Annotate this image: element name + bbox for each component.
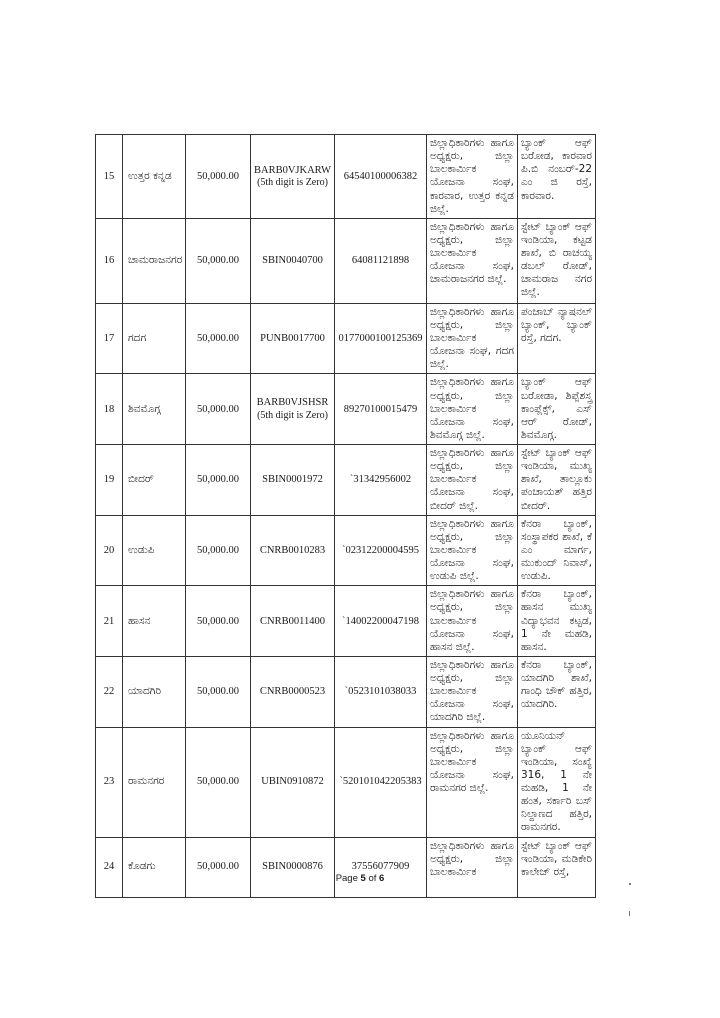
district-name: ಗದಗ: [123, 303, 186, 374]
account-number: 0177000100125369: [335, 303, 427, 374]
district-name: ರಾಮನಗರ: [123, 727, 186, 837]
amount: 50,000.00: [186, 445, 251, 516]
ifsc-value: CNRB0011400: [260, 615, 325, 627]
district-name: ಶಿವಮೊಗ್ಗ: [123, 374, 186, 445]
account-number: 64081121898: [335, 218, 427, 303]
district-name: ಉತ್ತರ ಕನ್ನಡ: [123, 135, 186, 219]
district-name: ಬೀದರ್: [123, 445, 186, 516]
account-name: ಜಿಲ್ಲಾಧಿಕಾರಿಗಳು ಹಾಗೂ ಅಧ್ಯಕ್ಷರು, ಜಿಲ್ಲಾ ಬಾಲಕಾರ್ಮಿಕ ಯೋಜನಾ ಸಂಘ, ಹಾಸನ ಜಿಲ್ಲೆ.: [427, 586, 518, 657]
ifsc-code: [251, 727, 335, 837]
serial-number: 17: [96, 303, 123, 374]
amount: 50,000.00: [186, 727, 251, 837]
table-row: [96, 656, 596, 727]
amount: 50,000.00: [186, 135, 251, 219]
page-separator: of: [365, 873, 380, 884]
table-row: [96, 727, 596, 837]
account-name: ಜಿಲ್ಲಾಧಿಕಾರಿಗಳು ಹಾಗೂ ಅಧ್ಯಕ್ಷರು, ಜಿಲ್ಲಾ ಬಾಲಕಾರ್ಮಿಕ ಯೋಜನಾ ಸಂಘ, ಉಡುಪಿ ಜಿಲ್ಲೆ.: [427, 515, 518, 586]
bank-address: ಕೆನರಾ ಬ್ಯಾಂಕ್, ಯಾದಗಿರಿ ಶಾಖೆ, ಗಾಂಧಿ ಚೌಕ್ ಹತ್ತಿರ, ಯಾದಗಿರಿ.: [518, 656, 596, 727]
bank-address: ಬ್ಯಾಂಕ್ ಆಫ್ ಬರೋಡಾ, ಶಿಪ್ಪೆಶಸ್ತ್ರ ಕಾಂಪ್ಲೆಕ್ಸ್, ಎಸ್ ಆರ್ ರೋಡ್, ಶಿವಮೊಗ್ಗ.: [518, 374, 596, 445]
bank-address: ಕೆನರಾ ಬ್ಯಾಂಕ್, ಸಂಸ್ಥಾಪಕರ ಶಾಖೆ, ಕೆ ಎಂ ಮಾರ್ಗ, ಮುಕುಂದ್ ನಿವಾಸ್, ಉಡುಪಿ.: [518, 515, 596, 586]
bank-address: ಕೆನರಾ ಬ್ಯಾಂಕ್, ಹಾಸನ ಮುಖ್ಯ ವಿದ್ಯಾಭವನ ಕಟ್ಟಡ, 1 ನೇ ಮಹಡಿ, ಹಾಸನ.: [518, 586, 596, 657]
bank-address: ಸ್ಟೇಟ್ ಬ್ಯಾಂಕ್ ಆಫ್ ಇಂಡಿಯಾ, ಮಡಿಕೇರಿ ಕಾಲೇಜ್ ರಸ್ತೆ,: [518, 837, 596, 897]
district-name: ಕೊಡಗು: [123, 837, 186, 897]
account-number: 37556077909: [335, 837, 427, 897]
bank-address: ಪಂಜಾಬ್ ನ್ಯಾಷನಲ್ ಬ್ಯಾಂಕ್, ಬ್ಯಾಂಕ್ ರಸ್ತೆ, ಗದಗ.: [518, 303, 596, 374]
amount: 50,000.00: [186, 586, 251, 657]
account-number: `14002200047198: [335, 586, 427, 657]
district-name: ಉಡುಪಿ: [123, 515, 186, 586]
bank-address: ಸ್ಟೇಟ್ ಬ್ಯಾಂಕ್ ಆಫ್ ಇಂಡಿಯಾ, ಮುಖ್ಯ ಶಾಖೆ, ತಾಲ್ಲೂಕು ಪಂಚಾಯತ್ ಹತ್ತಿರ ಬೀದರ್.: [518, 445, 596, 516]
bank-address: ಸ್ಟೇಟ್ ಬ್ಯಾಂಕ್ ಆಫ್ ಇಂಡಿಯಾ, ಕಟ್ಟಡ ಶಾಖೆ, ಬಿ ರಾಚಯ್ಯ ಡಬಲ್ ರೋಡ್, ಚಾಮರಾಜ ನಗರ ಜಿಲ್ಲೆ.: [518, 218, 596, 303]
account-number: 89270100015479: [335, 374, 427, 445]
ifsc-value: SBIN0001972: [262, 474, 323, 486]
account-number: `520101042205383: [335, 727, 427, 837]
page-total: 6: [379, 873, 385, 884]
account-number: `02312200004595: [335, 515, 427, 586]
account-number: 64540100006382: [335, 135, 427, 219]
table-row: [96, 586, 596, 657]
ifsc-value: PUNB0017700: [260, 333, 325, 344]
serial-number: 21: [96, 586, 123, 657]
account-name: ಜಿಲ್ಲಾಧಿಕಾರಿಗಳು ಹಾಗೂ ಅಧ್ಯಕ್ಷರು, ಜಿಲ್ಲಾ ಬಾಲಕಾರ್ಮಿಕ ಯೋಜನಾ ಸಂಘ, ಕಾರವಾರ, ಉತ್ತರ ಕನ್ನಡ ಜಿಲ್ಲೆ.: [427, 135, 518, 219]
bank-address: ಯೂನಿಯನ್ ಬ್ಯಾಂಕ್ ಆಫ್ ಇಂಡಿಯಾ, ಸಂಖ್ಯೆ 316, 1 ನೇ ಮಹಡಿ, 1 ನೇ ಹಂತ, ಸರ್ಕಾರಿ ಬಸ್ ನಿಲ್ದಾಣದ ಹತ್ತಿರ, ರಾಮನಗರ.: [518, 727, 596, 837]
serial-number: 22: [96, 656, 123, 727]
scan-speck: [629, 911, 630, 916]
serial-number: 24: [96, 837, 123, 897]
ifsc-note: (5th digit is Zero): [257, 409, 328, 421]
amount: 50,000.00: [186, 515, 251, 586]
table-row: [96, 218, 596, 303]
serial-number: 15: [96, 135, 123, 219]
district-name: ಹಾಸನ: [123, 586, 186, 657]
ifsc-code: [251, 445, 335, 516]
account-name: ಜಿಲ್ಲಾಧಿಕಾರಿಗಳು ಹಾಗೂ ಅಧ್ಯಕ್ಷರು, ಜಿಲ್ಲಾ ಬಾಲಕಾರ್ಮಿಕ ಯೋಜನಾ ಸಂಘ, ಚಾಮರಾಜನಗರ ಜಿಲ್ಲೆ.: [427, 218, 518, 303]
ifsc-value: BARB0VJKARW: [253, 164, 331, 176]
amount: 50,000.00: [186, 837, 251, 897]
ifsc-code: [251, 837, 335, 897]
ifsc-code: [251, 515, 335, 586]
table-row: [96, 445, 596, 516]
amount: 50,000.00: [186, 656, 251, 727]
scan-speck: [629, 883, 631, 885]
district-name: ಚಾಮರಾಜನಗರ: [123, 218, 186, 303]
ifsc-note: (5th digit is Zero): [257, 176, 328, 188]
ifsc-code: [251, 586, 335, 657]
serial-number: 16: [96, 218, 123, 303]
serial-number: 19: [96, 445, 123, 516]
ifsc-value: SBIN0040700: [262, 255, 323, 267]
bank-address: ಬ್ಯಾಂಕ್ ಆಫ್ ಬರೋಡ, ಕಾರವಾರ ಪಿ.ಬಿ ನಂಬರ್-22 ಎಂ ಜಿ ರಸ್ತೆ, ಕಾರವಾರ.: [518, 135, 596, 219]
ifsc-code: [251, 374, 335, 445]
account-name: ಜಿಲ್ಲಾಧಿಕಾರಿಗಳು ಹಾಗೂ ಅಧ್ಯಕ್ಷರು, ಜಿಲ್ಲಾ ಬಾಲಕಾರ್ಮಿಕ ಯೋಜನಾ ಸಂಘ, ಯಾದಗಿರಿ ಜಿಲ್ಲೆ.: [427, 656, 518, 727]
page-footer: [0, 873, 720, 884]
account-number: `0523101038033: [335, 656, 427, 727]
page-label: Page: [335, 873, 361, 884]
account-name: ಜಿಲ್ಲಾಧಿಕಾರಿಗಳು ಹಾಗೂ ಅಧ್ಯಕ್ಷರು, ಜಿಲ್ಲಾ ಬಾಲಕಾರ್ಮಿಕ ಯೋಜನಾ ಸಂಘ, ಶಿವಮೊಗ್ಗ ಜಿಲ್ಲೆ.: [427, 374, 518, 445]
account-name: ಜಿಲ್ಲಾಧಿಕಾರಿಗಳು ಹಾಗೂ ಅಧ್ಯಕ್ಷರು, ಜಿಲ್ಲಾ ಬಾಲಕಾರ್ಮಿಕ ಯೋಜನಾ ಸಂಘ, ರಾಮನಗರ ಜಿಲ್ಲೆ.: [427, 727, 518, 837]
table-row: [96, 303, 596, 374]
account-name: ಜಿಲ್ಲಾಧಿಕಾರಿಗಳು ಹಾಗೂ ಅಧ್ಯಕ್ಷರು, ಜಿಲ್ಲಾ ಬಾಲಕಾರ್ಮಿಕ: [427, 837, 518, 897]
serial-number: 23: [96, 727, 123, 837]
amount: 50,000.00: [186, 374, 251, 445]
account-name: ಜಿಲ್ಲಾಧಿಕಾರಿಗಳು ಹಾಗೂ ಅಧ್ಯಕ್ಷರು, ಜಿಲ್ಲಾ ಬಾಲಕಾರ್ಮಿಕ ಯೋಜನಾ ಸಂಘ, ಗದಗ ಜಿಲ್ಲೆ.: [427, 303, 518, 374]
ifsc-code: [251, 303, 335, 374]
amount: 50,000.00: [186, 303, 251, 374]
ifsc-value: UBIN0910872: [261, 776, 324, 788]
ifsc-code: [251, 135, 335, 219]
account-number: `31342956002: [335, 445, 427, 516]
ifsc-code: [251, 656, 335, 727]
account-name: ಜಿಲ್ಲಾಧಿಕಾರಿಗಳು ಹಾಗೂ ಅಧ್ಯಕ್ಷರು, ಜಿಲ್ಲಾ ಬಾಲಕಾರ್ಮಿಕ ಯೋಜನಾ ಸಂಘ, ಬೀದರ್ ಜಿಲ್ಲೆ.: [427, 445, 518, 516]
serial-number: 20: [96, 515, 123, 586]
ifsc-value: CNRB0010283: [259, 544, 326, 556]
serial-number: 18: [96, 374, 123, 445]
table-row: [96, 135, 596, 219]
table-row: [96, 515, 596, 586]
bank-details-table: [95, 134, 596, 898]
amount: 50,000.00: [186, 218, 251, 303]
district-name: ಯಾದಗಿರಿ: [123, 656, 186, 727]
table-row: [96, 837, 596, 897]
table-row: [96, 374, 596, 445]
ifsc-value: SBIN0000876: [262, 861, 323, 873]
ifsc-value: CNRB0000523: [259, 686, 326, 698]
ifsc-value: BARB0VJSHSR: [256, 397, 329, 409]
page-current: 5: [360, 873, 366, 884]
ifsc-code: [251, 218, 335, 303]
